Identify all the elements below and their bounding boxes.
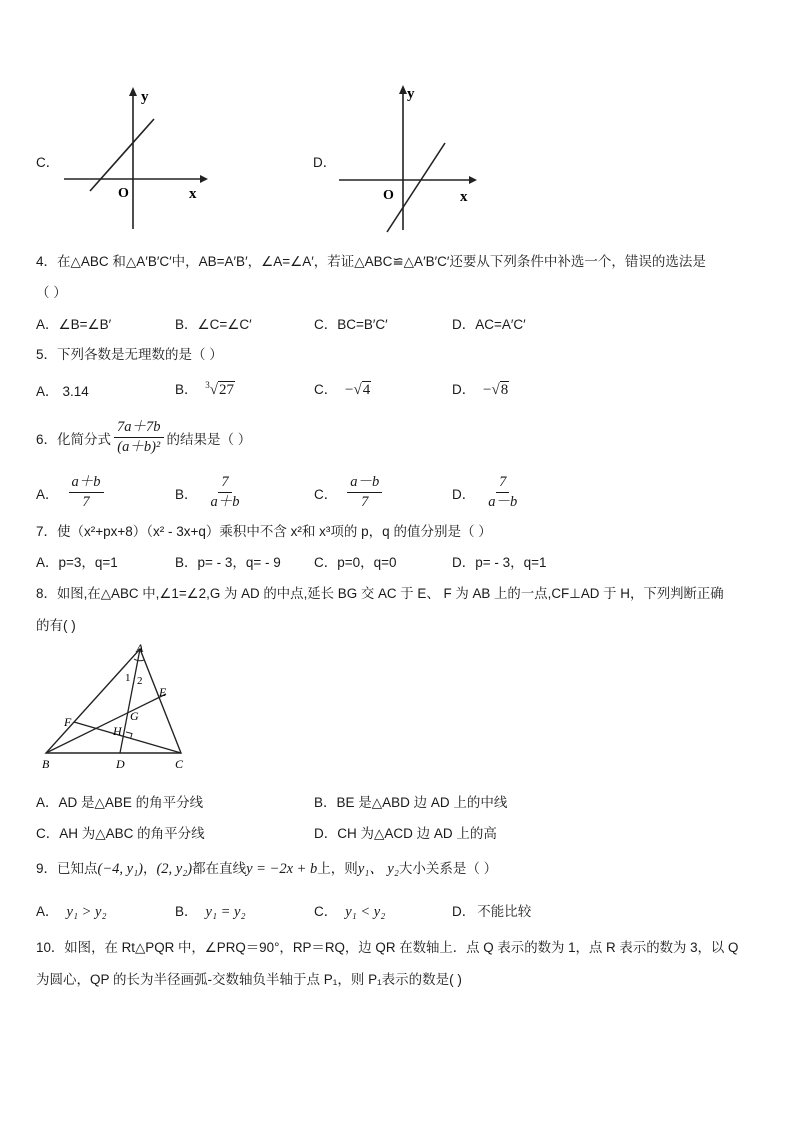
option-value: y₁ > y₂	[66, 904, 107, 920]
q9-option-d[interactable]	[452, 900, 531, 920]
q7-option-b[interactable]: B．p= - 3，q= - 9	[175, 555, 281, 570]
option-fraction	[69, 474, 104, 511]
q9-stem	[36, 857, 497, 878]
q4-option-b[interactable]: B．∠C=∠C′	[175, 317, 252, 332]
q6-stem-prefix: 6．化简分式	[36, 431, 112, 447]
q10-line1: 10．如图，在 Rt△PQR 中，∠PRQ＝90°，RP＝RQ，边 QR 在数轴上．点 Q 表示的数为 1，点 R 表示的数为 3，以 Q	[36, 940, 739, 955]
radicand: 4	[362, 382, 371, 398]
q8-stem-line2: 的有( )	[36, 618, 76, 633]
neg-sqrt: −√4	[345, 382, 371, 398]
q5-option-a[interactable]	[36, 380, 89, 400]
y-label: y	[141, 89, 149, 105]
label-c: C	[175, 757, 184, 771]
label-angle-2: 2	[137, 675, 143, 687]
x-label: x	[460, 189, 468, 205]
option-label: C．	[314, 486, 338, 502]
q6-stem-fraction	[114, 419, 164, 456]
q9-option-a[interactable]	[36, 900, 107, 921]
q3-option-c-label: C．	[36, 155, 60, 170]
origin-label: O	[118, 186, 129, 201]
x-label: x	[189, 186, 197, 202]
label-b: B	[42, 757, 50, 771]
q6-stem-suffix: 的结果是（ ）	[166, 431, 252, 447]
label-a: A	[136, 641, 144, 655]
segment-ad	[120, 649, 140, 753]
point-2: (2, y₂)	[156, 861, 193, 877]
q8-triangle-figure	[36, 640, 196, 775]
line-equation: y = −2x + b	[246, 861, 318, 877]
q4-option-a[interactable]: A．∠B=∠B′	[36, 317, 112, 332]
point-1: (−4, y₁)	[97, 861, 143, 877]
option-label: A．	[36, 904, 59, 919]
q9-prefix: 9．已知点	[36, 861, 98, 876]
q7-stem: 7．使（x²+px+8）（x² - 3x+q）乘积中不含 x²和 x³项的 p，q 的值分别是（ ）	[36, 524, 492, 539]
angle-arc	[134, 659, 144, 661]
denominator: (a＋b)²	[117, 439, 161, 455]
q8-option-c[interactable]: C．AH 为△ABC 的角平分线	[36, 826, 205, 841]
root-index: 3	[205, 380, 210, 390]
option-value: 不能比较	[477, 904, 532, 919]
q4-option-c[interactable]: C．BC=B′C′	[314, 317, 388, 332]
option-value: y₁ = y₂	[205, 904, 246, 920]
separator: ，	[142, 861, 157, 876]
q6-stem	[36, 419, 251, 456]
denominator: 7	[361, 494, 369, 510]
label-f: F	[64, 715, 72, 729]
q4-option-d[interactable]: D．AC=A′C′	[452, 317, 526, 332]
label-e: E	[159, 685, 167, 699]
option-value: 3.14	[62, 384, 89, 399]
y-axis-arrow	[399, 85, 407, 94]
q9-option-c[interactable]	[314, 900, 385, 921]
variables: y₁、 y₂	[357, 861, 399, 877]
q7-option-c[interactable]: C．p=0，q=0	[314, 555, 397, 570]
origin-label: O	[383, 188, 394, 203]
q5-option-d[interactable]	[452, 378, 509, 399]
q9-suffix: 上，则	[317, 861, 358, 876]
numerator: a－b	[347, 474, 382, 493]
q8-option-d[interactable]: D．CH 为△ACD 边 AD 上的高	[314, 826, 497, 841]
q6-option-d[interactable]	[452, 474, 523, 511]
y-label: y	[407, 86, 415, 102]
q8-stem-line1: 8．如图,在△ABC 中,∠1=∠2,G 为 AD 的中点,延长 BG 交 AC 于 E、 F 为 AB 上的一点,CF⊥AD 于 H，下列判断正确	[36, 586, 724, 601]
option-label: B．	[175, 382, 198, 397]
q7-option-a[interactable]: A．p=3，q=1	[36, 555, 118, 570]
option-label: D．	[452, 904, 476, 919]
neg-sqrt: −√8	[483, 382, 509, 398]
option-label: B．	[175, 904, 198, 919]
option-label: D．	[452, 382, 476, 397]
q8-option-b[interactable]: B．BE 是△ABD 边 AD 上的中线	[314, 795, 508, 810]
q3-graph-d	[335, 80, 485, 240]
denominator: a＋b	[210, 494, 240, 510]
option-label: B．	[175, 486, 198, 502]
q9-option-b[interactable]	[175, 900, 246, 921]
label-angle-1: 1	[125, 672, 131, 684]
label-h: H	[113, 724, 122, 738]
option-fraction	[485, 474, 520, 511]
numerator: 7	[218, 474, 231, 493]
y-axis-arrow	[129, 87, 137, 96]
option-fraction	[208, 474, 243, 511]
option-label: A．	[36, 486, 59, 502]
segment-cf	[74, 722, 181, 753]
denominator: 7	[82, 494, 90, 510]
option-fraction	[347, 474, 382, 511]
q4-stem: 4．在△ABC 和△A′B′C′中，AB=A′B′，∠A=∠A′，若证△ABC≌△A′B′C′还要从下列条件中补选一个，错误的选法是	[36, 254, 706, 269]
option-value: y₁ < y₂	[345, 904, 386, 920]
x-axis-arrow	[200, 175, 208, 183]
x-axis-arrow	[469, 176, 477, 184]
q5-option-b[interactable]	[175, 378, 235, 399]
q7-option-d[interactable]: D．p= - 3，q=1	[452, 555, 547, 570]
q9-mid: 都在直线	[192, 861, 247, 876]
q8-option-a[interactable]: A．AD 是△ABE 的角平分线	[36, 795, 204, 810]
minus-sign: −	[483, 382, 492, 398]
q6-option-a[interactable]	[36, 474, 107, 511]
radicand: 8	[500, 382, 509, 398]
cube-root: $^3$√27	[205, 380, 235, 398]
numerator: 7	[496, 474, 509, 493]
radicand: 27	[219, 382, 235, 398]
graph-line	[387, 143, 445, 232]
q5-option-c[interactable]	[314, 378, 371, 399]
q3-option-d-label: D．	[313, 155, 337, 170]
q5-stem: 5．下列各数是无理数的是（ ）	[36, 347, 223, 362]
q6-option-b[interactable]	[175, 474, 246, 511]
label-g: G	[130, 709, 139, 723]
q6-option-c[interactable]	[314, 474, 385, 511]
option-label: D．	[452, 486, 476, 502]
numerator: a＋b	[69, 474, 104, 493]
q4-paren: （ ）	[36, 285, 67, 300]
minus-sign: −	[345, 382, 354, 398]
q10-line2: 为圆心，QP 的长为半径画弧-交数轴负半轴于点 P₁，则 P₁表示的数是( )	[36, 972, 462, 987]
denominator: a－b	[488, 494, 518, 510]
q9-end: 大小关系是（ ）	[398, 861, 498, 876]
graph-line	[90, 119, 154, 191]
option-label: C．	[314, 382, 338, 397]
numerator: 7a＋7b	[114, 419, 164, 438]
option-label: A．	[36, 384, 59, 399]
label-d: D	[116, 757, 125, 771]
option-label: C．	[314, 904, 338, 919]
q3-graph-c	[60, 84, 210, 234]
